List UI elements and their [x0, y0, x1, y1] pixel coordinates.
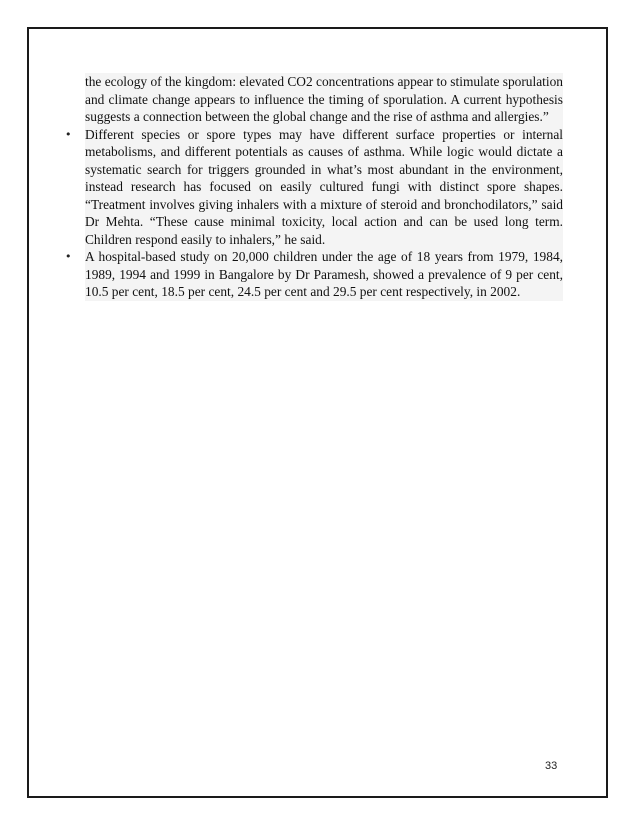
document-body: [65, 73, 563, 301]
page-number: 33: [545, 760, 558, 772]
continuation-paragraph: the ecology of the kingdom: elevated CO2 concentrations appear to stimulate sporulation and climate change appears to influence the timing of sporulation. A current hypothesis suggests a connection between the global change and the rise of asthma and allergies.”: [85, 74, 563, 124]
bullet-text-species: Different species or spore types may have different surface properties or internal metabolisms, and different potentials as causes of asthma. While logic would dictate a systematic search for triggers grounded in what’s most abundant in the environment, instead research has focused on easily cultured fungi with distinct spore shapes. “Treatment involves giving inhalers with a mixture of steroid and bronchodilators,” said Dr Mehta. “These cause minimal toxicity, local action and can be used long term. Children respond easily to inhalers,” he said.: [85, 126, 563, 247]
bullet-marker-icon: •: [65, 127, 72, 141]
bullet-marker-icon: •: [65, 250, 72, 263]
bullet-item-study: [65, 248, 563, 301]
bullet-item-species: [65, 126, 563, 249]
bullet-text-study: A hospital-based study on 20,000 children under the age of 18 years from 1979, 1984, 1989, 1994 and 1999 in Bangalore by Dr Paramesh, showed a prevalence of 9 per cent, 10.5 per cent, 18.5 per cent, 24.5 per cent and 29.5 per cent respectively, in 2002.: [85, 249, 563, 299]
